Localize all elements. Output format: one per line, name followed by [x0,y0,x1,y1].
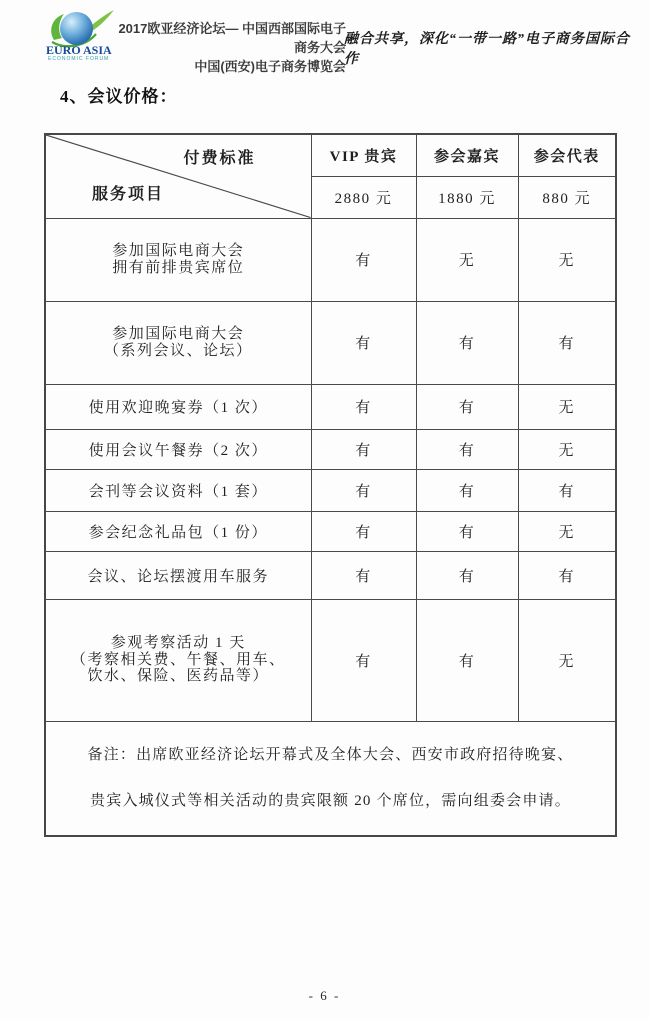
table-note-row [45,721,616,836]
value-cell: 有 [518,551,616,599]
value-cell: 无 [518,218,616,301]
table-corner-cell [45,134,311,218]
column-header-guest: 参会嘉宾 [416,134,518,176]
value-cell: 无 [518,429,616,469]
price-delegate: 880 元 [518,176,616,218]
value-cell: 无 [518,599,616,721]
corner-label-payment-standard: 付费标准 [183,150,256,167]
value-cell: 有 [311,599,416,721]
service-line: （考察相关费、午餐、用车、 [70,651,286,668]
table-header-row [45,134,616,176]
value-cell: 有 [311,551,416,599]
service-cell: 会刊等会议资料（1 套） [45,469,311,511]
service-cell: 参会纪念礼品包（1 份） [45,511,311,551]
column-header-delegate: 参会代表 [518,134,616,176]
value-cell: 有 [311,384,416,429]
value-cell: 有 [518,469,616,511]
service-cell [45,218,311,301]
table-row [45,384,616,429]
service-cell: 使用会议午餐券（2 次） [45,429,311,469]
service-line: 拥有前排贵宾席位 [112,259,245,276]
value-cell: 有 [311,301,416,384]
value-cell: 无 [518,511,616,551]
value-cell: 有 [416,599,518,721]
header-title-block [112,19,346,76]
note-line: 贵宾入城仪式等相关活动的贵宾限额 20 个席位，需向组委会申请。 [90,793,571,810]
value-cell: 有 [311,429,416,469]
value-cell: 有 [416,469,518,511]
value-cell: 有 [311,469,416,511]
service-cell [45,301,311,384]
service-line: 参加国际电商大会 [112,243,245,259]
service-line: 饮水、保险、医药品等） [87,668,269,685]
diagonal-divider [46,135,311,218]
service-cell: 使用欢迎晚宴券（1 次） [45,384,311,429]
value-cell: 有 [416,301,518,384]
globe-icon [60,12,93,45]
service-cell [45,599,311,721]
value-cell: 有 [416,551,518,599]
note-cell [45,721,616,836]
value-cell: 有 [311,511,416,551]
value-cell: 无 [416,218,518,301]
header-slogan: 融合共享，深化“一带一路”电子商务国际合作 [344,32,630,67]
table-row [45,218,616,301]
value-cell: 无 [518,384,616,429]
service-line: 参观考察活动 1 天 [110,635,246,652]
page-header [0,0,649,74]
page-number: - 6 - [308,988,341,1003]
price-vip: 2880 元 [311,176,416,218]
service-line: （系列会议、论坛） [103,342,253,359]
value-cell: 有 [518,301,616,384]
table-row [45,599,616,721]
euro-asia-logo [40,10,118,62]
table-row [45,469,616,511]
value-cell: 有 [416,384,518,429]
logo-wordmark: EURO ASIA [46,43,112,57]
header-title-line2: 中国(西安)电子商务博览会 [194,59,346,74]
note-line: 备注：出席欧亚经济论坛开幕式及全体大会、西安市政府招待晚宴、 [87,747,574,764]
logo-subtext: ECONOMIC FORUM [48,56,110,62]
column-header-vip: VIP 贵宾 [311,134,416,176]
value-cell: 有 [416,429,518,469]
price-guest: 1880 元 [416,176,518,218]
table-row [45,429,616,469]
section-heading: 4、会议价格： [60,87,178,106]
table-row [45,551,616,599]
table-row [45,301,616,384]
price-table [44,133,617,837]
service-line: 参加国际电商大会 [112,326,245,342]
header-title-line1: 2017欧亚经济论坛— 中国西部国际电子商务大会 [118,21,346,55]
table-row [45,511,616,551]
value-cell: 有 [416,511,518,551]
corner-label-service-item: 服务项目 [92,185,165,203]
value-cell: 有 [311,218,416,301]
service-cell: 会议、论坛摆渡用车服务 [45,551,311,599]
